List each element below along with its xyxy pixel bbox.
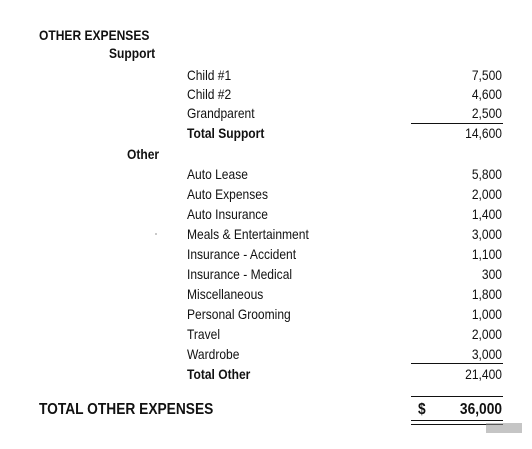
line-item-label: Meals & Entertainment (187, 226, 309, 242)
subtotal-rule (411, 363, 503, 364)
subtotal-rule (411, 123, 503, 124)
grand-total-amount: 36,000 (459, 401, 502, 418)
line-item-label: Auto Lease (187, 166, 248, 182)
line-item-label: Travel (187, 326, 221, 342)
line-item-amount: 1,100 (471, 246, 502, 262)
line-item-amount: 1,800 (471, 286, 502, 302)
scan-speck (155, 233, 157, 235)
grand-total-top-rule (411, 396, 503, 397)
line-item-label: Miscellaneous (187, 286, 264, 302)
line-item-amount: 5,800 (471, 166, 502, 182)
line-item-amount: 2,500 (471, 105, 502, 121)
line-item-amount: 300 (481, 266, 502, 282)
line-item-amount: 3,000 (471, 346, 502, 362)
subtotal-label-support: Total Support (187, 125, 265, 141)
line-item-label: Child #1 (187, 67, 232, 83)
line-item-label: Insurance - Medical (187, 266, 293, 282)
line-item-amount: 7,500 (471, 67, 502, 83)
section-heading: OTHER EXPENSES (39, 27, 150, 43)
line-item-label: Auto Insurance (187, 206, 268, 222)
line-item-amount: 2,000 (471, 186, 502, 202)
subtotal-amount-other: 21,400 (465, 366, 502, 382)
line-item-label: Grandparent (187, 105, 255, 121)
subtotal-label-other: Total Other (187, 366, 251, 382)
line-item-amount: 1,400 (471, 206, 502, 222)
subtotal-amount-support: 14,600 (465, 125, 502, 141)
line-item-label: Child #2 (187, 86, 232, 102)
line-item-amount: 3,000 (471, 226, 502, 242)
group-label-other: Other (127, 146, 160, 162)
line-item-label: Insurance - Accident (187, 246, 297, 262)
line-item-label: Auto Expenses (187, 186, 268, 202)
grand-total-double-rule-1 (411, 420, 503, 421)
line-item-amount: 1,000 (471, 306, 502, 322)
line-item-amount: 4,600 (471, 86, 502, 102)
line-item-label: Personal Grooming (187, 306, 291, 322)
grand-total-label: TOTAL OTHER EXPENSES (39, 401, 214, 418)
grand-total-currency: $ (418, 401, 426, 418)
line-item-label: Wardrobe (187, 346, 240, 362)
group-label-support: Support (109, 45, 156, 61)
watermark-patch (486, 423, 522, 433)
line-item-amount: 2,000 (471, 326, 502, 342)
